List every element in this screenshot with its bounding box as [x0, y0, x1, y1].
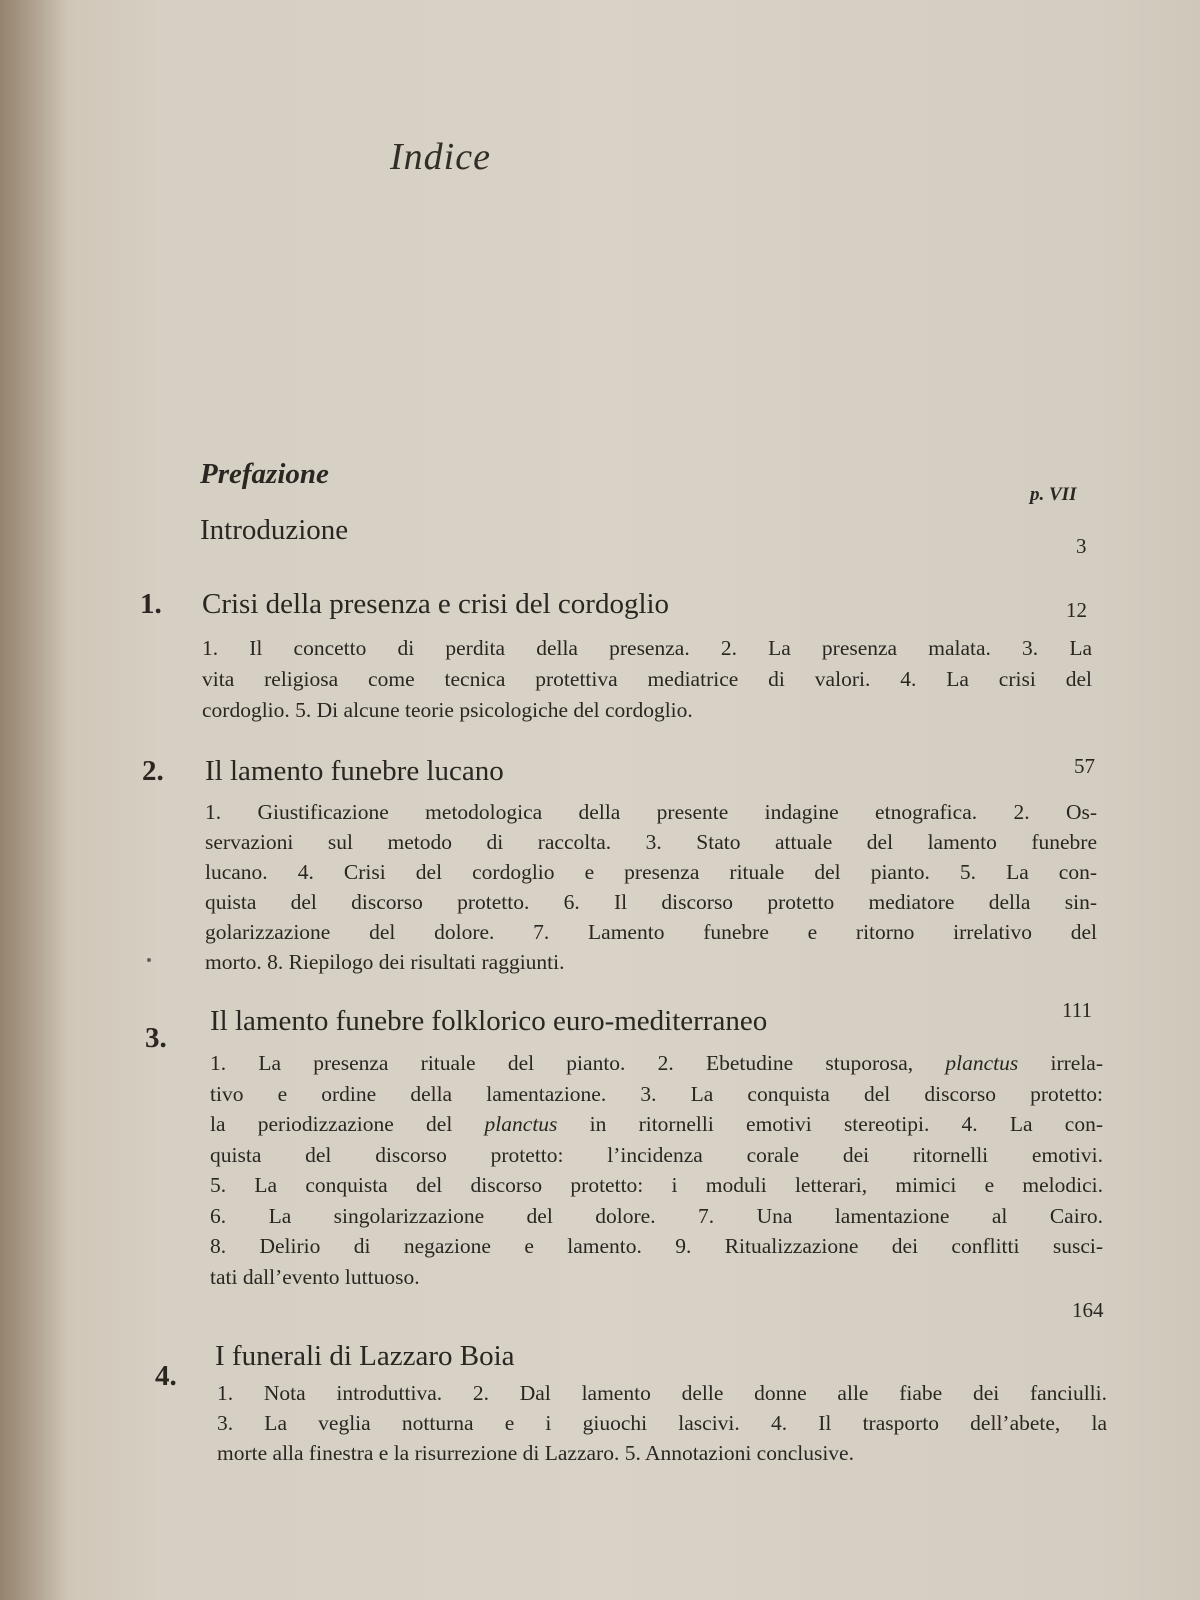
summary-line: quista del discorso protetto: l’incidenza corale dei ritornelli emotivi. [210, 1142, 1103, 1167]
chapter-summary [217, 1378, 1107, 1468]
summary-line: quista del discorso protetto. 6. Il discorso protetto mediatore della sin- [205, 890, 1097, 914]
paper-speck [147, 958, 151, 962]
chapter-page: 111 [1062, 998, 1092, 1022]
chapter-title: Crisi della presenza e crisi del cordoglio [202, 588, 670, 620]
summary-line: la periodizzazione del planctus in ritornelli emotivi stereotipi. 4. La con- [210, 1112, 1103, 1136]
summary-line: cordoglio. 5. Di alcune teorie psicologiche del cordoglio. [202, 698, 693, 722]
page-title: Indice [390, 136, 491, 178]
summary-line: morte alla finestra e la risurrezione di Lazzaro. 5. Annotazioni conclusive. [217, 1441, 854, 1465]
chapter-page: 57 [1074, 754, 1095, 778]
chapter-title: Il lamento funebre folklorico euro-mediterraneo [210, 1005, 768, 1037]
summary-line: lucano. 4. Crisi del cordoglio e presenza rituale del pianto. 5. La con- [205, 860, 1097, 884]
chapter-number: 1. [140, 588, 162, 620]
summary-line: 3. La veglia notturna e i giuochi lascivi. 4. Il trasporto dell’abete, la [217, 1411, 1107, 1435]
chapter-number: 3. [145, 1022, 167, 1054]
introduzione-heading: Introduzione [200, 514, 349, 546]
summary-line: vita religiosa come tecnica protettiva mediatrice di valori. 4. La crisi del [202, 667, 1092, 691]
summary-line: tati dall’evento luttuoso. [210, 1264, 420, 1289]
prefazione-page: p. VII [1030, 484, 1077, 505]
summary-line: 1. La presenza rituale del pianto. 2. Ebetudine stuporosa, planctus irrela- [210, 1051, 1104, 1075]
summary-line: 1. Il concetto di perdita della presenza. 2. La presenza malata. 3. La [202, 636, 1092, 660]
summary-line: morto. 8. Riepilogo dei risultati raggiunti. [205, 950, 565, 974]
page-fold-shadow [0, 0, 70, 1600]
summary-line: 1. Giustificazione metodologica della presente indagine etnografica. 2. Os- [205, 800, 1097, 824]
chapter-number: 4. [155, 1360, 177, 1392]
chapter-summary [210, 1048, 1103, 1292]
summary-line: 6. La singolarizzazione del dolore. 7. Una lamentazione al Cairo. [210, 1203, 1103, 1228]
summary-line: 1. Nota introduttiva. 2. Dal lamento delle donne alle fiabe dei fanciulli. [217, 1381, 1107, 1405]
summary-line: tivo e ordine della lamentazione. 3. La conquista del discorso protetto: [210, 1081, 1103, 1106]
summary-line: golarizzazione del dolore. 7. Lamento funebre e ritorno irrelativo del [205, 920, 1097, 944]
prefazione-heading: Prefazione [200, 458, 329, 490]
chapter-number: 2. [142, 755, 164, 787]
summary-line: 5. La conquista del discorso protetto: i moduli letterari, mimici e melodici. [210, 1173, 1103, 1197]
introduzione-page: 3 [1076, 534, 1087, 558]
chapter-summary [205, 797, 1097, 977]
chapter-title: I funerali di Lazzaro Boia [215, 1340, 515, 1372]
chapter-title: Il lamento funebre lucano [205, 755, 504, 787]
chapter-page: 12 [1066, 598, 1087, 622]
summary-line: 8. Delirio di negazione e lamento. 9. Ritualizzazione dei conflitti susci- [210, 1234, 1103, 1258]
chapter-page: 164 [1072, 1298, 1104, 1322]
summary-line: servazioni sul metodo di raccolta. 3. Stato attuale del lamento funebre [205, 830, 1097, 854]
chapter-summary [202, 633, 1092, 726]
